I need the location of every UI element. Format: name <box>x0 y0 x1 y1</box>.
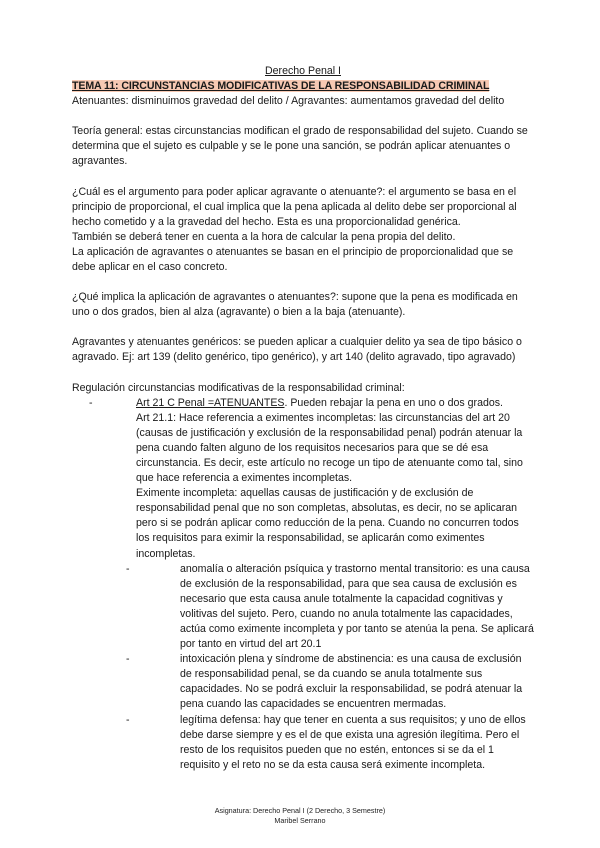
paragraph-generic: Agravantes y atenuantes genéricos: se pueden aplicar a cualquier delito ya sea de tipo básico o agravado. Ej: art 139 (delito genérico, tipo genérico), y art 140 (delito agravado, tipo agravado) <box>72 336 522 364</box>
course-title: Derecho Penal I <box>265 65 341 77</box>
sublist-dash: - <box>126 562 130 575</box>
footer-subject: Asignatura: Derecho Penal I (2 Derecho, 3 Semestre) <box>214 806 386 815</box>
topic-heading <box>72 79 534 94</box>
paragraph-implication: ¿Qué implica la aplicación de agravantes o atenuantes?: supone que la pena es modificada en uno o dos grados, bien al alza (agravante) o bien a la baja (atenuante). <box>72 291 518 319</box>
list-dash: - <box>89 396 93 409</box>
list-item-art21 <box>72 396 534 773</box>
art21-1-paragraph: Art 21.1: Hace referencia a eximentes incompletas: las circunstancias del art 20 (causas de justificación y exclusión de la responsabilidad penal) podrán atenuar la pena cuando falten alguno de los requisitos necesarios para que se dé esa circunstancia. Es decir, este artículo no recoge un tipo de atenuante como tal, sino que hace referencia a eximentes incompletas. <box>136 411 523 485</box>
sublist-dash: - <box>126 713 130 726</box>
footer <box>0 806 600 826</box>
sublist-item-text: legítima defensa: hay que tener en cuenta a sus requisitos; y uno de ellos debe darse siempre y es el de que exista una agresión ilegítima. Pero el resto de los requisitos pueden que no estén, entonces si se da el 1 requisito y el reto no se da esta causa será eximente incompleta. <box>180 713 526 771</box>
document-body <box>72 64 534 773</box>
sublist-dash: - <box>126 653 130 666</box>
art21-tail: . Pueden rebajar la pena en uno o dos grados. <box>284 396 503 409</box>
paragraph-proportionality: La aplicación de agravantes o atenuantes se basan en el principio de proporcionalidad que se debe aplicar en el caso concreto. <box>72 245 514 274</box>
paragraph-calculation: También se deberá tener en cuenta a la hora de calcular la pena propia del delito. <box>72 230 456 243</box>
intro-line: Atenuantes: disminuimos gravedad del delito / Agravantes: aumentamos gravedad del delito <box>72 95 505 108</box>
paragraph-general-theory: Teoría general: estas circunstancias modifican el grado de responsabilidad del sujeto. Cuando se determina que el sujeto es culpable y se le pone una sanción, se podrán aplicar atenuantes o agravantes. <box>72 125 528 168</box>
sublist-item <box>72 713 534 773</box>
paragraph-argument: ¿Cuál es el argumento para poder aplicar agravante o atenuante?: el argumento se basa en el principio de proporcional, el cual implica que la pena aplicada al delito debe ser proporcional al hecho cometido y a la gravedad del hecho. Esta es una proporcionalidad genérica. <box>72 185 517 228</box>
sublist-item-text: intoxicación plena y síndrome de abstinencia: es una causa de exclusión de responsabilidad penal, se da cuando se anula totalmente sus capacidades. No se podrá excluir la responsabilidad, se podrá atenuar la pena cuando las capacidades se encuentren mermadas. <box>180 653 523 711</box>
sublist-item <box>72 562 534 653</box>
footer-author: Maribel Serrano <box>274 816 326 825</box>
sublist-item-text: anomalía o alteración psíquica y trastorno mental transitorio: es una causa de exclusión de la responsabilidad, para que sea causa de exclusión es necesario que esta causa anule totalmente la capacidad cognitivas y volitivas del sujeto. Pero, cuando no anula totalmente las capacidades, actúa como eximente incompleta y por tanto se atenúa la pena. Se aplicará por tanto en virtud del art 20.1 <box>180 562 534 651</box>
sublist-item <box>72 652 534 712</box>
list-item-heading <box>136 396 534 411</box>
eximente-paragraph: Eximente incompleta: aquellas causas de justificación y de exclusión de responsabilidad penal que no son completas, absolutas, es decir, no se aplicaran pero si se podrán aplicar como reducción de la pena. Cuando no concurren todos los requisitos para eximir la responsabilidad, se aplicarán como eximentes incompletas. <box>136 487 519 560</box>
art21-link-text: Art 21 C Penal =ATENUANTES <box>136 396 285 409</box>
paragraph-regulation: Regulación circunstancias modificativas de la responsabilidad criminal: <box>72 381 405 394</box>
topic-heading-text: TEMA 11: CIRCUNSTANCIAS MODIFICATIVAS DE LA RESPONSABILIDAD CRIMINAL <box>72 80 490 93</box>
